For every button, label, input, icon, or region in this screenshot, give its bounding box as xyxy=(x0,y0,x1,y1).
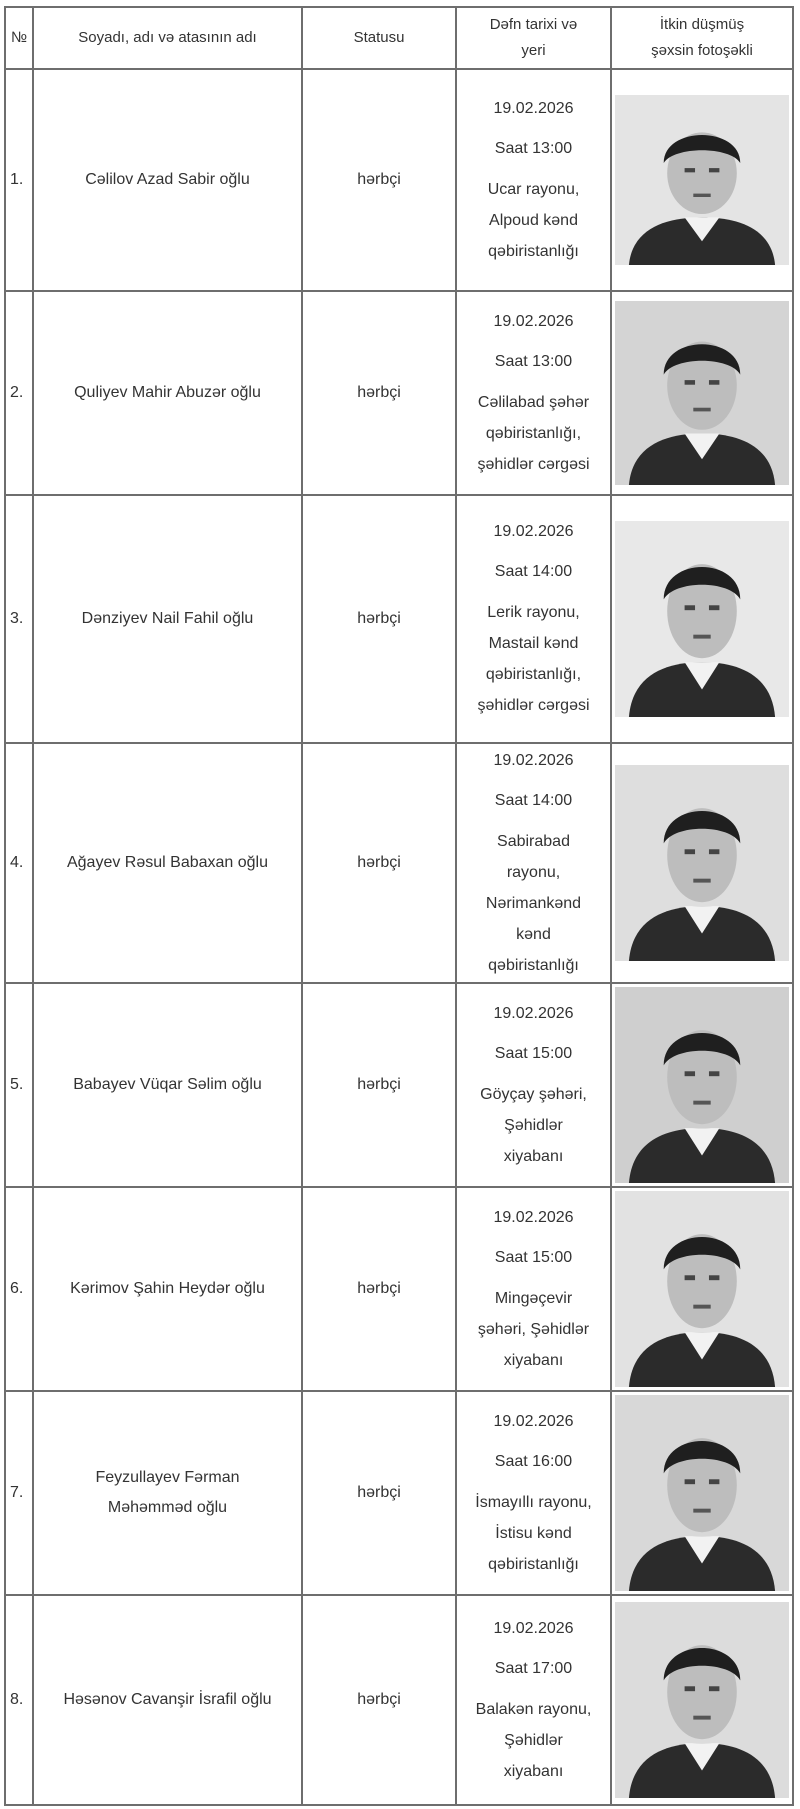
person-silhouette xyxy=(615,765,789,961)
header-photo-line-2: şəxsin fotoşəkli xyxy=(651,42,753,59)
burial-location-line: İsmayıllı rayonu, xyxy=(475,1493,592,1511)
header-burial xyxy=(456,7,611,69)
burial-time: Saat 17:00 xyxy=(494,1659,573,1677)
table-row xyxy=(5,291,793,495)
burial-time: Saat 13:00 xyxy=(494,139,573,157)
burial-location-line: qəbiristanlığı, xyxy=(485,424,582,442)
burial-date: 19.02.2026 xyxy=(493,1412,574,1430)
burial-location-line: Göyçay şəhəri, xyxy=(480,1085,587,1103)
person-status: hərbçi xyxy=(302,743,456,983)
table-row xyxy=(5,1391,793,1595)
person-silhouette xyxy=(615,1191,789,1387)
burial-date: 19.02.2026 xyxy=(493,1004,574,1022)
burial-location-line: Şəhidlər xyxy=(504,1731,563,1749)
burial-info xyxy=(456,1391,611,1595)
person-photo xyxy=(615,95,789,265)
table-row xyxy=(5,1595,793,1805)
burial-location-line: İstisu kənd xyxy=(495,1524,572,1542)
person-name-line: Məhəmməd oğlu xyxy=(107,1499,228,1516)
burial-date: 19.02.2026 xyxy=(493,99,574,117)
person-name-line: Dənziyev Nail Fahil oğlu xyxy=(81,610,254,627)
table-row xyxy=(5,1187,793,1391)
burial-info xyxy=(456,983,611,1187)
header-photo xyxy=(611,7,793,69)
person-photo-cell xyxy=(611,983,793,1187)
table-row xyxy=(5,495,793,743)
row-number: 1. xyxy=(5,69,33,291)
person-name xyxy=(33,69,302,291)
burial-location-line: qəbiristanlığı xyxy=(488,1555,579,1573)
person-silhouette xyxy=(615,1395,789,1591)
burial-location-line: Alpoud kənd xyxy=(489,211,578,229)
person-photo xyxy=(615,301,789,485)
header-status: Statusu xyxy=(302,7,456,69)
burial-location-line: şəhidlər cərgəsi xyxy=(477,455,590,473)
burial-location-line: qəbiristanlığı xyxy=(488,956,579,974)
row-number: 6. xyxy=(5,1187,33,1391)
person-silhouette xyxy=(615,301,789,485)
burial-info xyxy=(456,743,611,983)
burial-location-line: şəhəri, Şəhidlər xyxy=(477,1320,590,1338)
person-status: hərbçi xyxy=(302,291,456,495)
missing-persons-table xyxy=(4,6,794,1806)
person-name xyxy=(33,1187,302,1391)
person-photo-cell xyxy=(611,743,793,983)
table-row xyxy=(5,743,793,983)
row-number: 2. xyxy=(5,291,33,495)
person-silhouette xyxy=(615,521,789,717)
burial-date: 19.02.2026 xyxy=(493,1208,574,1226)
row-number: 8. xyxy=(5,1595,33,1805)
burial-location-line: Lerik rayonu, xyxy=(487,604,580,621)
header-burial-line-2: yeri xyxy=(521,42,546,59)
person-status: hərbçi xyxy=(302,1391,456,1595)
burial-time: Saat 14:00 xyxy=(494,563,573,580)
person-photo xyxy=(615,1191,789,1387)
header-number: № xyxy=(5,7,33,69)
burial-location-line: qəbiristanlığı, xyxy=(485,666,582,683)
burial-date: 19.02.2026 xyxy=(493,312,574,330)
header-name: Soyadı, adı və atasının adı xyxy=(33,7,302,69)
burial-location-line: Mingəçevir xyxy=(494,1289,573,1307)
row-number: 4. xyxy=(5,743,33,983)
burial-time: Saat 13:00 xyxy=(494,352,573,370)
burial-date: 19.02.2026 xyxy=(493,751,574,769)
burial-location-line: Mastail kənd xyxy=(488,635,579,652)
person-name-line: Babayev Vüqar Səlim oğlu xyxy=(73,1076,262,1093)
burial-date: 19.02.2026 xyxy=(493,523,574,540)
burial-location-line: Sabirabad xyxy=(497,832,570,850)
burial-location-line: qəbiristanlığı xyxy=(488,242,579,260)
burial-location-line: kənd xyxy=(516,925,551,943)
person-status: hərbçi xyxy=(302,495,456,743)
burial-time: Saat 15:00 xyxy=(494,1044,573,1062)
person-name xyxy=(33,291,302,495)
person-photo-cell xyxy=(611,69,793,291)
header-row xyxy=(5,7,793,69)
header-photo-line-1: İtkin düşmüş xyxy=(659,16,745,33)
burial-location-line: Cəlilabad şəhər xyxy=(477,393,590,411)
person-status: hərbçi xyxy=(302,69,456,291)
burial-location-line: Şəhidlər xyxy=(504,1116,563,1134)
person-photo-cell xyxy=(611,1391,793,1595)
row-number: 5. xyxy=(5,983,33,1187)
person-photo-cell xyxy=(611,1187,793,1391)
person-silhouette xyxy=(615,1602,789,1798)
burial-date: 19.02.2026 xyxy=(493,1619,574,1637)
table-body xyxy=(5,69,793,1805)
person-photo-cell xyxy=(611,495,793,743)
burial-time: Saat 15:00 xyxy=(494,1248,573,1266)
burial-info xyxy=(456,1187,611,1391)
burial-location-line: xiyabanı xyxy=(503,1147,564,1165)
person-status: hərbçi xyxy=(302,1595,456,1805)
burial-location-line: xiyabanı xyxy=(503,1762,564,1780)
person-photo-cell xyxy=(611,291,793,495)
person-name xyxy=(33,495,302,743)
person-name-line: Feyzullayev Fərman xyxy=(95,1469,240,1486)
burial-location-line: xiyabanı xyxy=(503,1351,564,1369)
burial-time: Saat 16:00 xyxy=(494,1452,573,1470)
burial-info xyxy=(456,69,611,291)
person-silhouette xyxy=(615,987,789,1183)
person-photo xyxy=(615,765,789,961)
person-name-line: Quliyev Mahir Abuzər oğlu xyxy=(74,384,261,401)
person-name-line: Ağayev Rəsul Babaxan oğlu xyxy=(66,854,269,871)
burial-info xyxy=(456,1595,611,1805)
person-photo xyxy=(615,521,789,717)
burial-info xyxy=(456,495,611,743)
burial-info xyxy=(456,291,611,495)
person-name-line: Kərimov Şahin Heydər oğlu xyxy=(70,1280,265,1297)
burial-time: Saat 14:00 xyxy=(494,791,573,809)
row-number: 3. xyxy=(5,495,33,743)
person-name xyxy=(33,1391,302,1595)
table-row xyxy=(5,69,793,291)
person-photo xyxy=(615,987,789,1183)
table-row xyxy=(5,983,793,1187)
row-number: 7. xyxy=(5,1391,33,1595)
person-status: hərbçi xyxy=(302,983,456,1187)
header-burial-line-1: Dəfn tarixi və xyxy=(489,16,578,33)
person-status: hərbçi xyxy=(302,1187,456,1391)
person-name xyxy=(33,743,302,983)
person-photo xyxy=(615,1602,789,1798)
person-name-line: Həsənov Cavanşir İsrafil oğlu xyxy=(63,1691,272,1708)
burial-location-line: rayonu, xyxy=(506,863,561,881)
person-photo xyxy=(615,1395,789,1591)
person-name-line: Cəlilov Azad Sabir oğlu xyxy=(85,171,250,188)
burial-location-line: Balakən rayonu, xyxy=(475,1700,592,1718)
person-photo-cell xyxy=(611,1595,793,1805)
person-name xyxy=(33,1595,302,1805)
burial-location-line: şəhidlər cərgəsi xyxy=(477,697,590,714)
person-name xyxy=(33,983,302,1187)
burial-location-line: Nərimankənd xyxy=(485,894,582,912)
burial-location-line: Ucar rayonu, xyxy=(487,180,580,198)
person-silhouette xyxy=(615,95,789,265)
